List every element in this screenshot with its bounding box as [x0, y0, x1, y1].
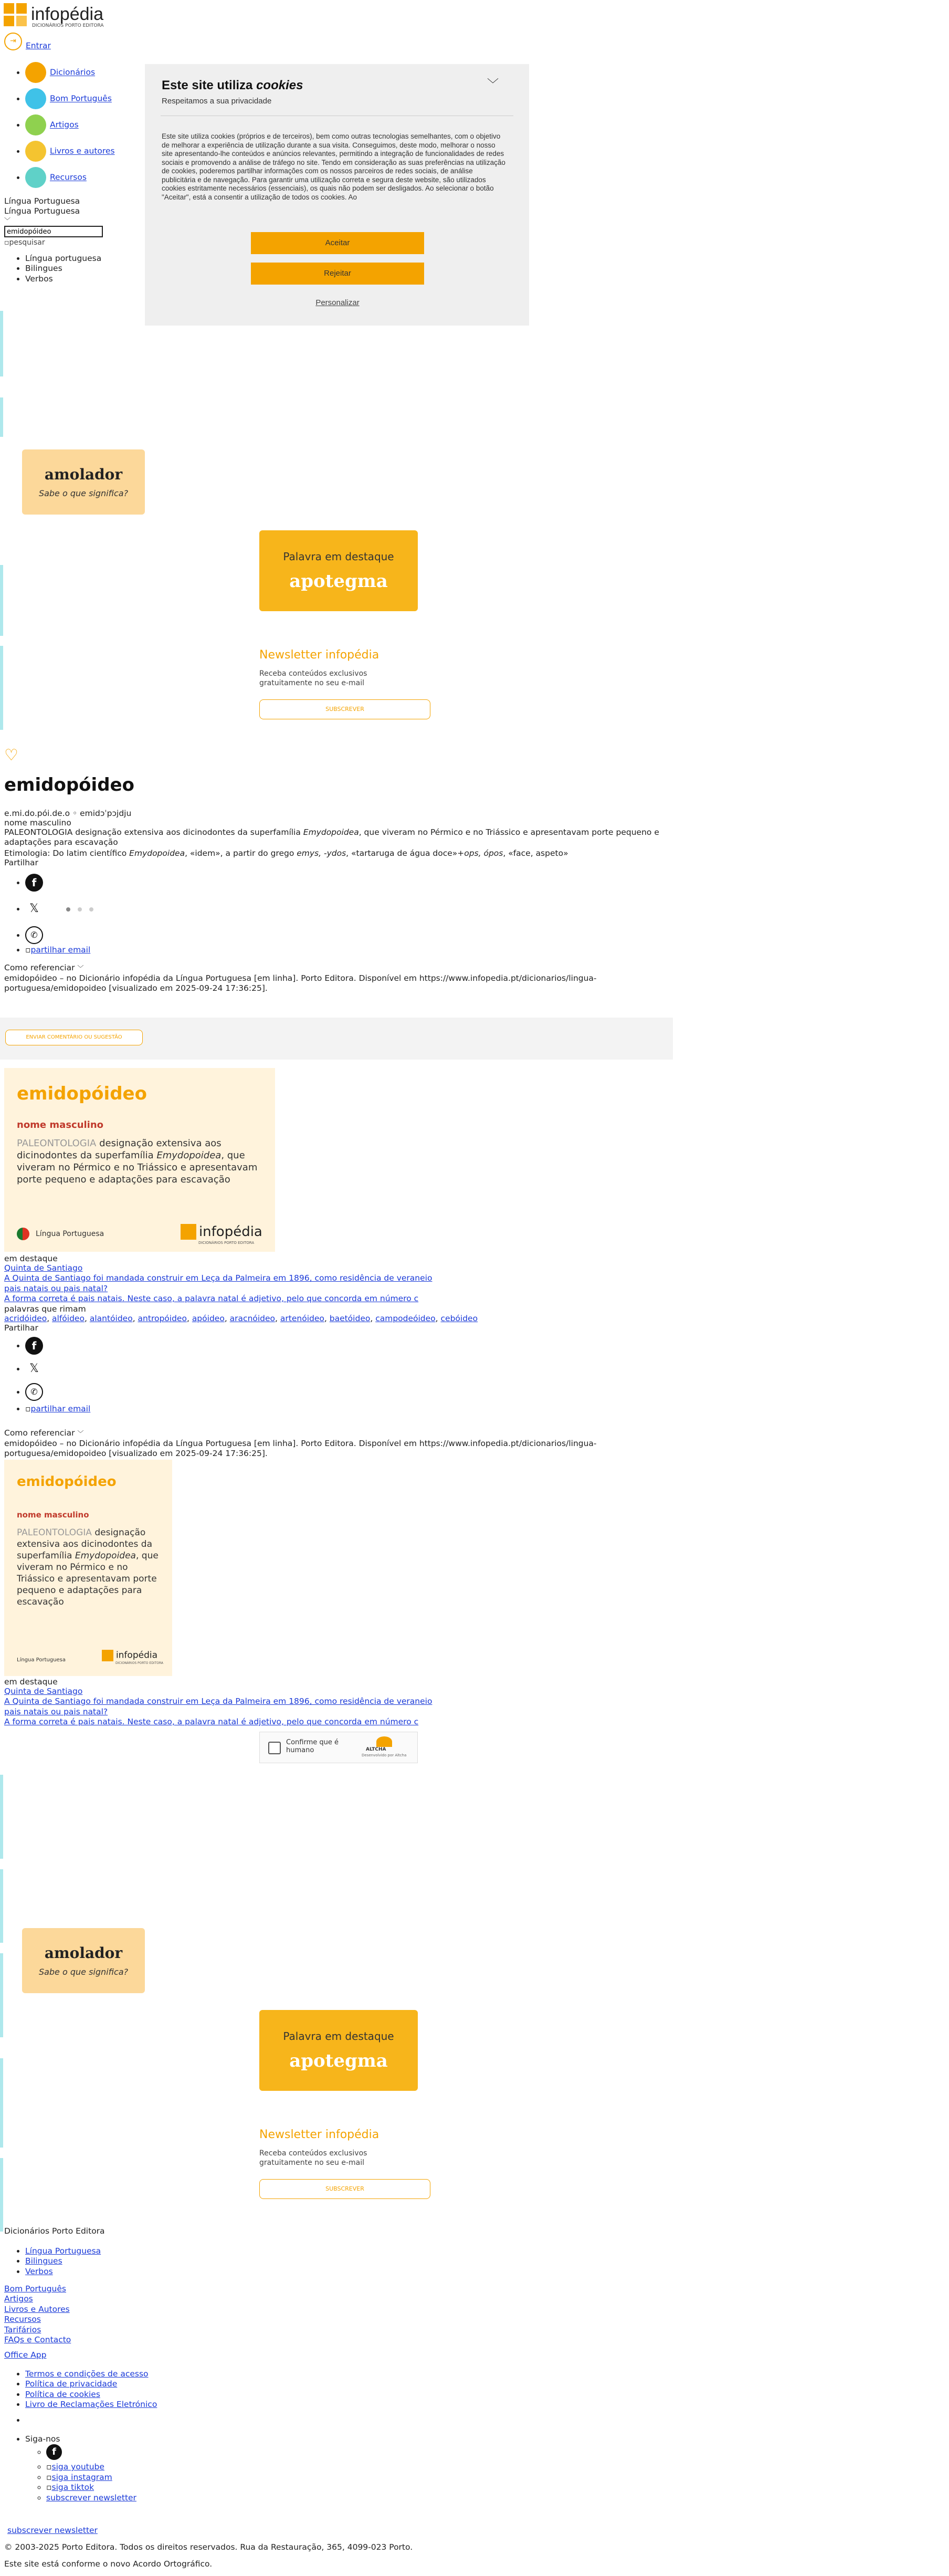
card-word: emidopóideo: [17, 1474, 117, 1490]
customize-link[interactable]: Personalizar: [315, 298, 360, 307]
instagram-icon: ▫: [46, 2472, 52, 2482]
social-tiktok[interactable]: ◦ ▫siga tiktok: [46, 2483, 136, 2493]
facebook-icon: f: [46, 2444, 62, 2460]
login-link[interactable]: [4, 33, 51, 50]
site-logo[interactable]: [3, 2, 104, 30]
featured-link[interactable]: pais natais ou pais natal?: [4, 1283, 108, 1293]
email-icon: ▫: [25, 945, 31, 955]
dictionary-options: [0, 254, 101, 284]
dict-option[interactable]: • Verbos: [25, 274, 101, 284]
chevron-down-icon: ﹀: [4, 216, 11, 224]
rhyme-link[interactable]: artenóideo: [280, 1314, 324, 1323]
footer-link[interactable]: FAQs e Contacto: [4, 2334, 71, 2344]
cookie-subtitle: Respeitamos a sua privacidade: [162, 97, 272, 106]
card-brand: infopédia DICIONÁRIOS PORTO EDITORA: [102, 1650, 163, 1666]
main-nav: [0, 62, 115, 188]
social-instagram[interactable]: ◦ ▫siga instagram: [46, 2473, 136, 2483]
login-label[interactable]: Entrar: [25, 40, 51, 50]
tiktok-icon: ▫: [46, 2483, 52, 2493]
featured-word: apotegma: [289, 2050, 388, 2071]
card-word: emidopóideo: [17, 1083, 147, 1104]
footer-dicts: [0, 2246, 101, 2277]
share-email[interactable]: • ▫partilhar email: [25, 1404, 90, 1414]
featured-word-card[interactable]: [259, 2010, 418, 2091]
feedback-bar: [0, 1018, 673, 1060]
nav-item-recursos[interactable]: [25, 167, 115, 188]
youtube-icon: ▫: [46, 2462, 52, 2472]
footer-legal: [0, 2369, 157, 2410]
ad-strip: [0, 1869, 3, 1943]
featured-link[interactable]: A forma correta é pais natais. Neste caso, a palavra natal é adjetivo, pelo que concorda em número c: [4, 1294, 419, 1304]
facebook-icon: f: [25, 1337, 43, 1355]
nav-item-livros[interactable]: [25, 141, 115, 162]
entry-share-card-small: [4, 1460, 172, 1676]
card-pos: nome masculino: [17, 1510, 89, 1520]
captcha-checkbox[interactable]: [268, 1742, 281, 1754]
dictionary-option: Língua Portuguesa: [4, 206, 80, 216]
cookie-title: Este site utiliza cookies: [162, 78, 303, 92]
resources-icon: [25, 167, 46, 188]
legal-link[interactable]: Livro de Reclamações Eletrónico: [25, 2400, 157, 2410]
captcha-text: Confirme que é humano: [286, 1739, 339, 1754]
cookie-banner: [145, 64, 529, 326]
footer-link[interactable]: Bom Português: [4, 2284, 66, 2294]
nav-item-bom-portugues[interactable]: [25, 88, 115, 109]
etymology: Etimologia: Do latim científico Emydopoidea, «idem», a partir do grego emys, -ydos, «tartaruga de água doce»+ops, ópos, «face, aspeto»: [4, 849, 568, 858]
share-facebook[interactable]: [25, 1337, 90, 1360]
rhyme-link[interactable]: acridóideo: [4, 1314, 47, 1323]
carousel-dots: [66, 904, 93, 914]
featured-link[interactable]: A Quinta de Santiago foi mandada construir em Leça da Palmeira em 1896, como residência de veraneio: [4, 1697, 433, 1706]
subscribe-button[interactable]: SUBSCREVER: [259, 2179, 430, 2199]
rhyme-link[interactable]: baetóideo: [329, 1314, 371, 1323]
login-icon: ⇥: [4, 33, 22, 50]
featured-links: [4, 1263, 432, 1304]
ad-strip: [0, 565, 3, 636]
altcha-logo-icon: [376, 1736, 392, 1747]
featured-link[interactable]: pais natais ou pais natal?: [4, 1706, 108, 1716]
rhyme-link[interactable]: apóideo: [192, 1314, 225, 1323]
featured-link[interactable]: Quinta de Santiago: [4, 1687, 83, 1696]
share-x[interactable]: [25, 1360, 90, 1383]
rhyme-link[interactable]: cebóideo: [440, 1314, 478, 1323]
follow-us: • Siga-nos ◦ f ◦ ▫siga youtube ◦ ▫siga instagram ◦ ▫siga tiktok ◦ subscrever newsletter: [25, 2434, 136, 2503]
entry-headword: emidopóideo: [4, 774, 134, 795]
ad-strip: [0, 646, 3, 730]
book-icon: [25, 62, 46, 83]
cookie-body: Este site utiliza cookies (próprios e de terceiros), bem como outras tecnologias semelhantes, com o objetivo de melhorar a experiência de utilização durante a sua visita. Conseguimos, deste modo, melhorar o nosso site apresentando-lhe conteúdos e anúncios relevantes, permitindo a integração de funcionalidades de redes sociais e promovendo a análise de tráfego no site. Tendo em consideração as suas preferências na utilização de cookies, poderemos partilhar informações com os nossos parceiros de redes sociais, de análise publicitária e de navegação. Para garantir uma utilização correta e segura deste website, são utilizados cookies estritamente necessários (essenciais), os quais não podem ser desligados. Ao selecionar o botão "Aceitar", está a consentir a utilização de todos os cookies. Ao: [162, 132, 505, 201]
rhyme-link[interactable]: alfóideo: [52, 1314, 85, 1323]
share-email[interactable]: • ▫partilhar email: [25, 945, 90, 955]
infopedia-logo-icon: [181, 1224, 196, 1240]
rhyme-link[interactable]: aracnóideo: [229, 1314, 276, 1323]
featured-word: apotegma: [289, 571, 388, 592]
domain-tag: PALEONTOLOGIA: [4, 828, 73, 837]
infopedia-logo-icon: [3, 2, 28, 27]
footer-social: [0, 2415, 136, 2503]
broken-image-icon: ▫: [4, 238, 9, 247]
email-icon: ▫: [25, 1404, 31, 1413]
share-label: Partilhar: [4, 858, 38, 867]
featured-word-card[interactable]: [259, 530, 418, 611]
definition: PALEONTOLOGIA designação extensiva aos dicinodontes da superfamília Emydopoidea, que viveram no Pérmico e no Triássico e apresentavam porte pequeno e adaptações para escavação: [4, 828, 659, 847]
newsletter-text: Receba conteúdos exclusivos gratuitamente no seu e-mail: [259, 2149, 367, 2167]
office-app-link[interactable]: Office App: [4, 2350, 47, 2360]
share-list-2: [0, 1337, 90, 1414]
facebook-icon: f: [25, 874, 43, 892]
subscribe-button[interactable]: SUBSCREVER: [259, 699, 430, 719]
footer-link[interactable]: Bilingues: [25, 2256, 62, 2266]
books-icon: [25, 141, 46, 162]
captcha-widget: [259, 1732, 418, 1763]
nav-link[interactable]: Bom Português: [49, 93, 112, 103]
accept-button[interactable]: Aceitar: [251, 232, 424, 254]
featured-label: Palavra em destaque: [283, 550, 394, 563]
rhymes-list: acridóideo, alfóideo, alantóideo, antropóideo, apóideo, aracnóideo, artenóideo, baetóideo, campodeóideo, cebóideo: [4, 1314, 478, 1323]
footer-links: [4, 2284, 71, 2345]
dictionary-selector[interactable]: [4, 196, 80, 225]
newsletter-title: Newsletter infopédia: [259, 648, 379, 662]
ad-strip: [0, 311, 3, 376]
captcha-brand-sub: Desenvolvido por Altcha: [362, 1753, 407, 1757]
rhyme-link[interactable]: antropóideo: [138, 1314, 187, 1323]
featured-links: [4, 1687, 432, 1727]
ad-strip: [0, 1953, 3, 2037]
share-label: Partilhar: [4, 1323, 38, 1333]
legal-link[interactable]: Termos e condições de acesso: [25, 2369, 149, 2379]
social-newsletter[interactable]: ◦ subscrever newsletter: [46, 2493, 136, 2503]
citation-text: emidopóideo – no Dicionário infopédia da Língua Portuguesa [em linha]. Porto Editora. Disponível em https://www.infopedia.pt/dicionarios/lingua-portuguesa/emidopoideo [visualizado em 2025-09-24 17:36:25].: [4, 973, 597, 993]
quiz-word: amolador: [44, 466, 123, 483]
dict-option[interactable]: • Bilingues: [25, 264, 101, 274]
footer-link[interactable]: Língua Portuguesa: [25, 2246, 101, 2256]
featured-link[interactable]: Quinta de Santiago: [4, 1263, 83, 1273]
footer-link[interactable]: Livros e Autores: [4, 2304, 70, 2314]
footer-link[interactable]: Artigos: [4, 2294, 33, 2304]
nav-item-artigos[interactable]: [25, 114, 115, 135]
footer-link[interactable]: Tarifários: [4, 2324, 41, 2334]
captcha-brand: ALTCHA: [366, 1747, 386, 1752]
ad-strip: [0, 397, 3, 437]
part-of-speech: nome masculino: [4, 818, 71, 828]
nav-link[interactable]: Livros e autores: [49, 146, 115, 156]
citation-text: emidopóideo – no Dicionário infopédia da Língua Portuguesa [em linha]. Porto Editora. Disponível em https://www.infopedia.pt/dicionarios/lingua-portuguesa/emidopoideo [visualizado em 2025-09-24 17:36:25].: [4, 1439, 597, 1459]
featured-label: em destaque: [4, 1677, 58, 1687]
entry-share-card: [4, 1068, 275, 1252]
featured-label: em destaque: [4, 1254, 58, 1263]
footer-spacer: [25, 2415, 136, 2434]
nav-link[interactable]: Artigos: [49, 120, 79, 130]
article-icon: [25, 114, 46, 135]
footer-newsletter-link[interactable]: subscrever newsletter: [7, 2526, 98, 2535]
footer-title: Dicionários Porto Editora: [4, 2226, 105, 2236]
rhyme-link[interactable]: alantóideo: [89, 1314, 133, 1323]
share-facebook[interactable]: [25, 874, 90, 900]
pronunciation: e.mi.do.pói.de.o ◦ emidɔˈpɔjdju: [4, 809, 132, 818]
share-whatsapp[interactable]: [25, 926, 90, 945]
x-icon: 𝕏: [25, 900, 43, 918]
cite-toggle[interactable]: Como referenciar ﹀: [4, 1428, 84, 1438]
search-button[interactable]: ▫pesquisar: [4, 238, 45, 247]
card-language: Língua Portuguesa: [17, 1657, 66, 1663]
chevron-down-icon: ﹀: [77, 1430, 84, 1437]
rhyme-link[interactable]: campodeóideo: [375, 1314, 436, 1323]
quiz-word: amolador: [44, 1944, 123, 1962]
x-icon: 𝕏: [25, 1360, 43, 1378]
nav-item-dicionarios[interactable]: [25, 62, 115, 83]
share-list-1: [0, 874, 90, 955]
feedback-button[interactable]: ENVIAR COMENTÁRIO OU SUGESTÃO: [5, 1030, 143, 1045]
word-quiz-card[interactable]: [22, 1928, 145, 1993]
quiz-subtitle: Sabe o que significa?: [38, 488, 129, 498]
ad-strip: [0, 2158, 3, 2232]
quiz-subtitle: Sabe o que significa?: [38, 1967, 129, 1977]
nav-link[interactable]: Recursos: [49, 172, 87, 182]
whatsapp-icon: ✆: [25, 1383, 43, 1401]
ad-strip: [0, 2058, 3, 2148]
rhymes-label: palavras que rimam: [4, 1304, 86, 1314]
copyright: © 2003-2025 Porto Editora. Todos os direitos reservados. Rua da Restauração, 365, 4099-023 Porto.: [4, 2542, 413, 2552]
ad-strip: [0, 1775, 3, 1859]
word-quiz-card[interactable]: [22, 449, 145, 515]
featured-label: Palavra em destaque: [283, 2030, 394, 2043]
whatsapp-icon: ✆: [25, 926, 43, 944]
card-definition: PALEONTOLOGIA designação extensiva aos dicinodontes da superfamília Emydopoidea, que viveram no Pérmico e no Triássico e apresentavam porte pequeno e adaptações para escavação: [17, 1527, 159, 1607]
card-language: Língua Portuguesa: [36, 1230, 104, 1238]
legal-link[interactable]: Política de cookies: [25, 2389, 100, 2399]
spelling-agreement: Este site está conforme o novo Acordo Ortográfico.: [4, 2559, 213, 2569]
footer-link[interactable]: Recursos: [4, 2315, 41, 2324]
cite-toggle[interactable]: Como referenciar ﹀: [4, 963, 84, 972]
logo-subtext: DICIONÁRIOS PORTO EDITORA: [32, 23, 104, 28]
card-brand: infopédia DICIONÁRIOS PORTO EDITORA: [181, 1223, 262, 1245]
search-input[interactable]: [4, 226, 103, 237]
dict-option[interactable]: • Língua portuguesa: [25, 254, 101, 264]
dictionary-selected: Língua Portuguesa: [4, 196, 80, 206]
card-pos: nome masculino: [17, 1119, 104, 1130]
newsletter-title: Newsletter infopédia: [259, 2128, 379, 2141]
chevron-down-icon: ﹀: [77, 965, 84, 972]
logo-text: infopédia: [31, 4, 104, 24]
social-youtube[interactable]: ◦ ▫siga youtube: [46, 2462, 136, 2472]
featured-link[interactable]: A forma correta é pais natais. Neste caso, a palavra natal é adjetivo, pelo que concorda em número c: [4, 1717, 419, 1727]
favorite-heart-icon[interactable]: ♡: [4, 746, 18, 765]
collapse-chevron-icon[interactable]: ﹀: [487, 78, 499, 91]
card-definition: PALEONTOLOGIA designação extensiva aos dicinodontes da superfamília Emydopoidea, que viveram no Pérmico e no Triássico e apresentavam porte pequeno e adaptações para escavação: [17, 1138, 258, 1185]
share-whatsapp[interactable]: [25, 1383, 90, 1404]
reject-button[interactable]: Rejeitar: [251, 263, 424, 285]
speech-icon: [25, 88, 46, 109]
infopedia-logo-icon: [102, 1650, 113, 1661]
legal-link[interactable]: Política de privacidade: [25, 2379, 118, 2389]
footer-link[interactable]: Verbos: [25, 2266, 53, 2276]
portugal-flag-icon: [17, 1228, 29, 1240]
nav-link[interactable]: Dicionários: [49, 67, 96, 77]
featured-link[interactable]: A Quinta de Santiago foi mandada construir em Leça da Palmeira em 1896, como residência de veraneio: [4, 1273, 433, 1283]
social-facebook[interactable]: [46, 2444, 136, 2462]
newsletter-text: Receba conteúdos exclusivos gratuitamente no seu e-mail: [259, 669, 367, 687]
